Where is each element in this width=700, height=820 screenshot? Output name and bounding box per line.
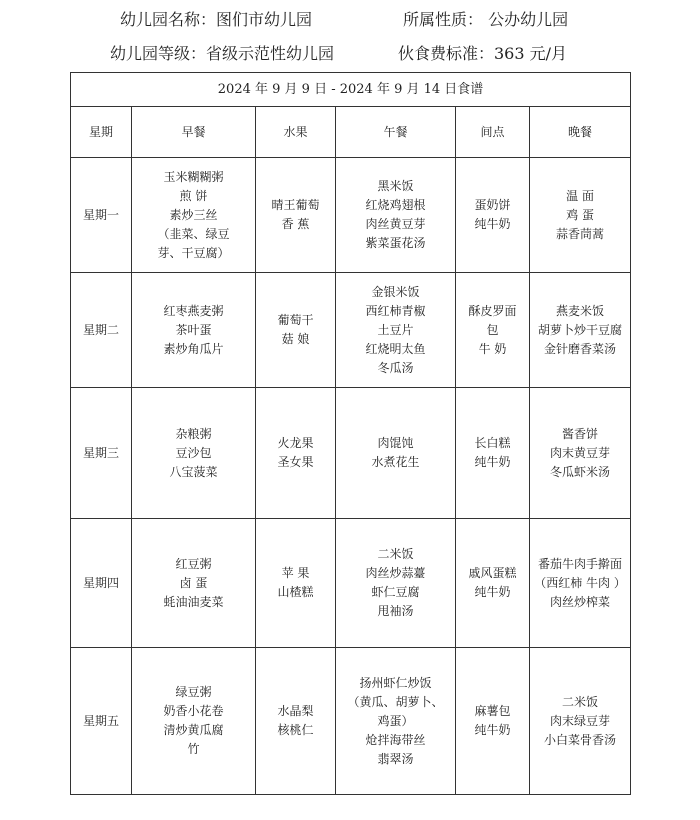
day-cell: 星期四 <box>71 519 132 648</box>
menu-item: 红枣燕麦粥 <box>163 303 224 318</box>
menu-item: 黑米饭 <box>377 179 414 193</box>
menu-item: 玉米糊糊粥 <box>163 169 224 184</box>
menu-item: 长白糕 <box>474 436 511 450</box>
menu-item: 翡翠汤 <box>377 751 414 766</box>
ownership-nature: 所属性质： 公办幼儿园 <box>403 10 569 29</box>
table-header-row <box>71 107 631 158</box>
table-row <box>71 158 631 273</box>
menu-item: 苹 果 <box>281 566 310 580</box>
menu-item: 冬瓜汤 <box>377 360 414 375</box>
menu-item: 炝拌海带丝 <box>365 732 426 747</box>
menu-item: （韭菜、绿豆 <box>157 226 230 241</box>
menu-item: 豆沙包 <box>175 445 212 460</box>
weekly-menu-table <box>70 72 631 795</box>
menu-item: 金银米饭 <box>371 284 420 299</box>
menu-item: 肉馄饨 <box>377 436 414 450</box>
menu-item: 扬州虾仁炒饭 <box>359 675 432 690</box>
menu-item: 圣女果 <box>277 455 314 469</box>
menu-item: 燕麦米饭 <box>556 303 605 318</box>
menu-item: 素炒三丝 <box>169 207 218 222</box>
dinner-cell <box>530 648 631 795</box>
menu-item: 红豆粥 <box>175 556 212 571</box>
menu-item: 香 蕉 <box>281 217 310 231</box>
menu-item: 纯牛奶 <box>474 217 511 231</box>
menu-item: 西红柿青椒 <box>365 303 426 318</box>
lunch-cell <box>336 158 456 273</box>
lunch-cell <box>336 388 456 519</box>
breakfast-cell <box>132 648 256 795</box>
dinner-cell <box>530 158 631 273</box>
menu-item: 金针磨香菜汤 <box>544 341 617 356</box>
snack-cell <box>456 519 530 648</box>
lunch-cell <box>336 648 456 795</box>
dinner-cell <box>530 273 631 388</box>
breakfast-cell <box>132 519 256 648</box>
column-header-dinner: 晚餐 <box>530 107 631 158</box>
menu-item: 甩袖汤 <box>377 604 414 618</box>
menu-item: 煎 饼 <box>179 188 208 203</box>
menu-item: 牛 奶 <box>478 341 507 356</box>
snack-cell <box>456 388 530 519</box>
menu-item: 肉末黄豆芽 <box>550 445 611 460</box>
menu-item: 核桃仁 <box>277 723 314 737</box>
menu-item: 肉丝黄豆芽 <box>365 217 426 231</box>
kindergarten-name: 幼儿园名称：图们市幼儿园 <box>120 10 313 29</box>
menu-item: （黄瓜、胡萝卜、 <box>347 694 444 709</box>
menu-item: 火龙果 <box>277 436 314 450</box>
fruit-cell <box>256 158 336 273</box>
menu-item: 素炒角瓜片 <box>163 341 224 356</box>
kindergarten-level: 幼儿园等级：省级示范性幼儿园 <box>110 44 335 63</box>
menu-item: 奶香小花卷 <box>163 704 224 718</box>
lunch-cell <box>336 273 456 388</box>
dinner-cell <box>530 519 631 648</box>
column-header-snack: 间点 <box>456 107 530 158</box>
menu-item: 肉末绿豆芽 <box>550 713 611 728</box>
menu-item: 土豆片 <box>377 322 414 337</box>
menu-item: 纯牛奶 <box>474 585 511 599</box>
menu-item: 水煮花生 <box>371 455 420 469</box>
menu-item: 鸡 蛋 <box>566 207 594 222</box>
menu-item: 纯牛奶 <box>474 455 511 469</box>
menu-item: 晴王葡萄 <box>271 198 320 212</box>
menu-item: 温 面 <box>566 188 594 203</box>
menu-item: 紫菜蛋花汤 <box>365 236 426 250</box>
menu-item: 蚝油油麦菜 <box>163 594 224 609</box>
day-cell: 星期二 <box>71 273 132 388</box>
menu-item: 芽、干豆腐） <box>157 245 230 260</box>
fruit-cell <box>256 273 336 388</box>
lunch-cell <box>336 519 456 648</box>
menu-item: 葡萄干 <box>277 313 314 327</box>
fruit-cell <box>256 388 336 519</box>
menu-item: 冬瓜虾米汤 <box>550 464 611 479</box>
menu-item: 戚风蛋糕 <box>468 566 517 580</box>
menu-item: 包 <box>486 322 499 337</box>
dinner-cell <box>530 388 631 519</box>
fruit-cell <box>256 648 336 795</box>
day-cell: 星期一 <box>71 158 132 273</box>
breakfast-cell <box>132 158 256 273</box>
snack-cell <box>456 158 530 273</box>
column-header-day: 星期 <box>71 107 132 158</box>
menu-item: 小白菜骨香汤 <box>544 732 617 747</box>
menu-item: 水晶梨 <box>277 704 314 718</box>
menu-item: 蒜香茼蒿 <box>556 226 605 241</box>
table-row <box>71 519 631 648</box>
menu-item: 茶叶蛋 <box>175 322 212 337</box>
menu-item: 红烧明太鱼 <box>365 341 426 356</box>
menu-item: 虾仁豆腐 <box>371 585 420 599</box>
column-header-breakfast: 早餐 <box>132 107 256 158</box>
day-cell: 星期五 <box>71 648 132 795</box>
menu-item: 胡萝卜炒干豆腐 <box>538 322 623 337</box>
snack-cell <box>456 273 530 388</box>
menu-item: 杂粮粥 <box>175 426 212 441</box>
menu-item: 竹 <box>187 742 200 756</box>
breakfast-cell <box>132 273 256 388</box>
breakfast-cell <box>132 388 256 519</box>
menu-item: 酥皮罗面 <box>468 303 517 318</box>
menu-item: 肉丝炒蒜薹 <box>365 566 426 580</box>
meal-fee-standard: 伙食费标准：363 元/月 <box>398 44 568 63</box>
day-cell: 星期三 <box>71 388 132 519</box>
menu-item: 菇 娘 <box>281 332 310 346</box>
column-header-fruit: 水果 <box>256 107 336 158</box>
menu-item: 红烧鸡翅根 <box>365 198 426 212</box>
fruit-cell <box>256 519 336 648</box>
menu-item: 清炒黄瓜腐 <box>163 723 224 737</box>
menu-item: 纯牛奶 <box>474 723 511 737</box>
menu-item: 鸡蛋） <box>377 713 414 728</box>
table-row <box>71 388 631 519</box>
menu-item: 绿豆粥 <box>175 685 212 699</box>
column-header-lunch: 午餐 <box>336 107 456 158</box>
menu-item: 卤 蛋 <box>179 575 208 590</box>
menu-item: 二米饭 <box>562 694 599 709</box>
menu-date-caption-row <box>71 73 631 107</box>
menu-item: 二米饭 <box>377 547 414 561</box>
menu-item: 山楂糕 <box>277 585 314 599</box>
menu-date-caption: 2024 年 9 月 9 日 - 2024 年 9 月 14 日食谱 <box>71 73 631 107</box>
menu-item: 肉丝炒榨菜 <box>550 594 611 609</box>
menu-item: 麻薯包 <box>474 704 511 718</box>
table-row <box>71 273 631 388</box>
table-row <box>71 648 631 795</box>
menu-item: 蛋奶饼 <box>474 198 511 212</box>
menu-item: 番茄牛肉手擀面 <box>538 556 623 571</box>
menu-item: （西红柿 牛肉 ） <box>534 575 626 590</box>
menu-item: 八宝菠菜 <box>169 464 218 479</box>
menu-item: 酱香饼 <box>562 426 599 441</box>
snack-cell <box>456 648 530 795</box>
